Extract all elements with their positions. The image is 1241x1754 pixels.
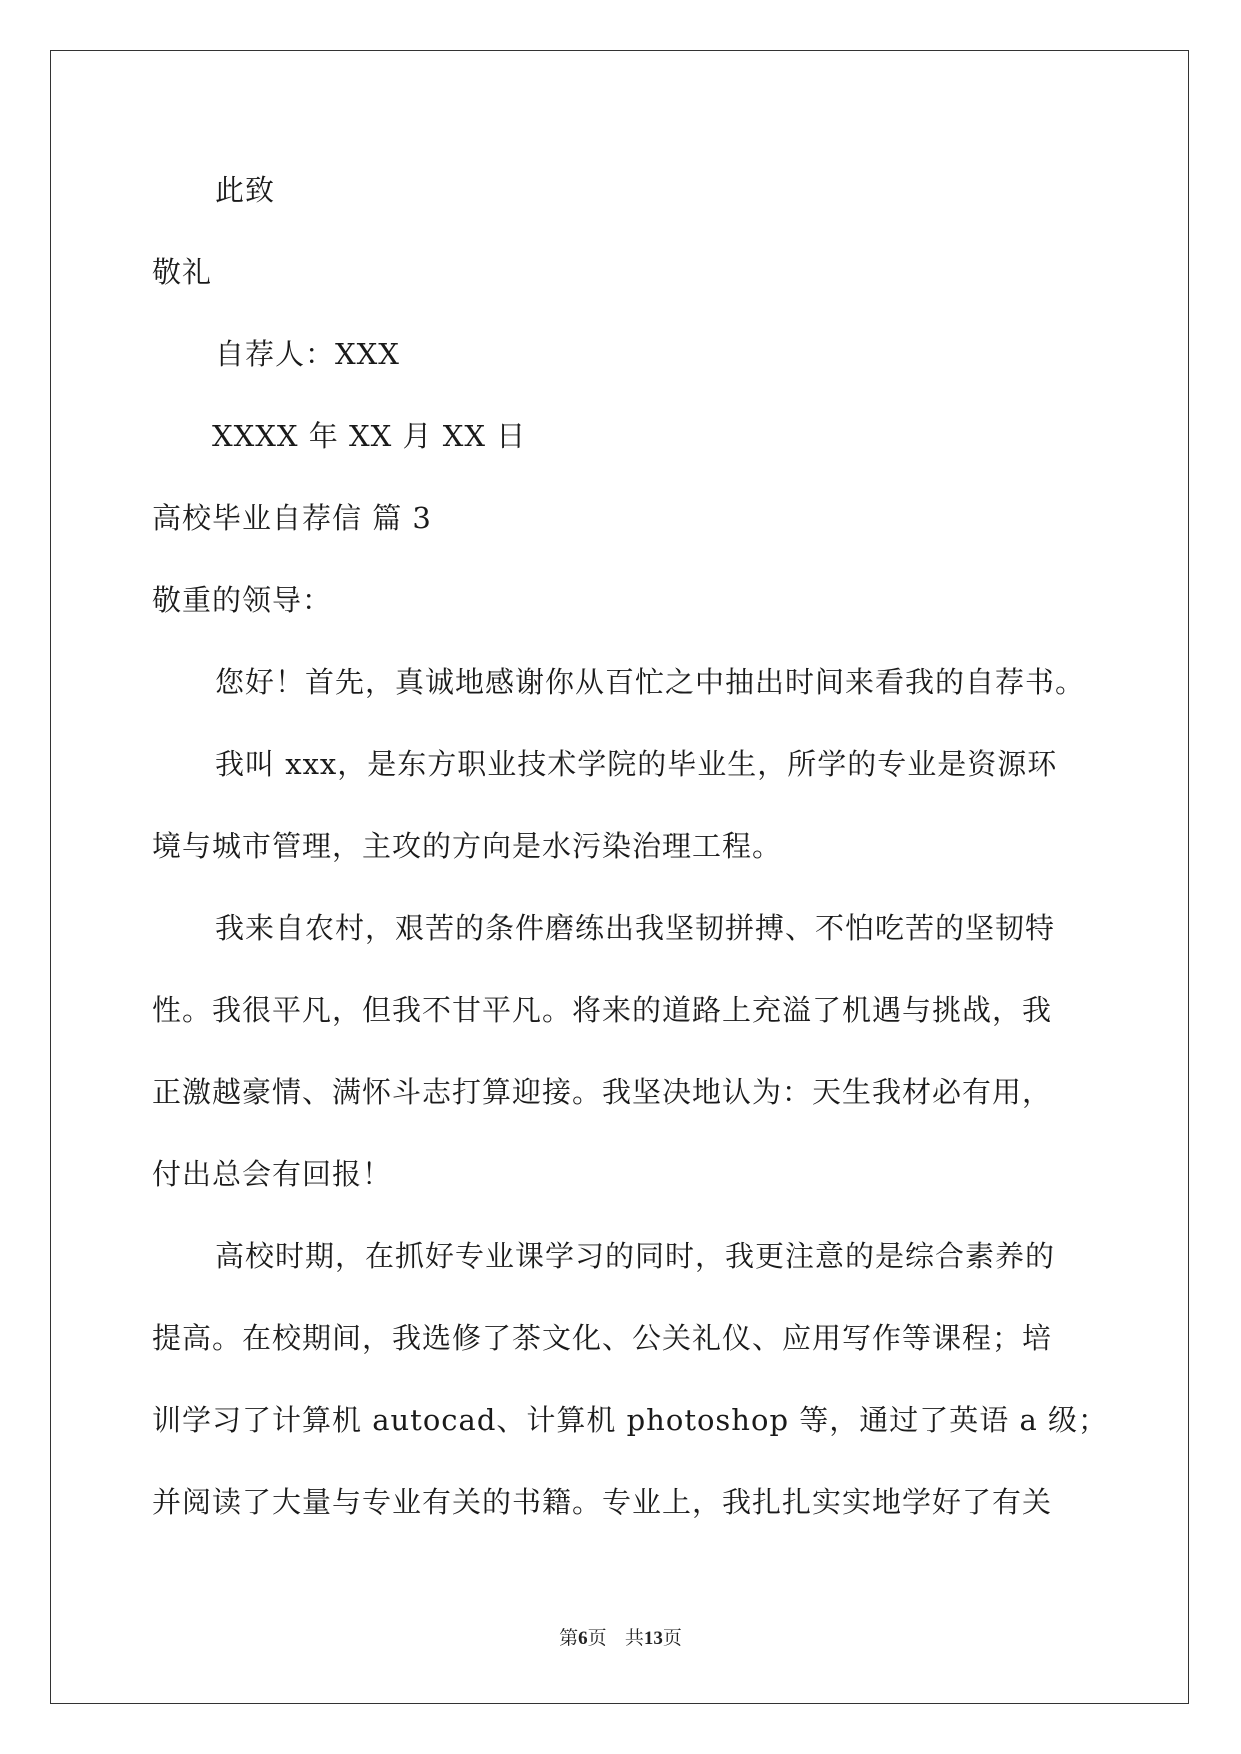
paragraph-line: 高校时期，在抓好专业课学习的同时，我更注意的是综合素养的 — [215, 1239, 1056, 1273]
greeting-line: 敬重的领导： — [152, 583, 333, 617]
paragraph-line: 我来自农村，艰苦的条件磨练出我坚韧拼搏、不怕吃苦的坚韧特 — [215, 911, 1056, 945]
paragraph-line: 境与城市管理，主攻的方向是水污染治理工程。 — [152, 829, 783, 863]
paragraph-line: 正激越豪情、满怀斗志打算迎接。我坚决地认为：天生我材必有用， — [152, 1075, 1053, 1109]
paragraph-line: 我叫 xxx，是东方职业技术学院的毕业生，所学的专业是资源环 — [215, 747, 1058, 781]
closing-salutation: 此致 — [215, 173, 276, 207]
current-page-number: 6 — [578, 1628, 588, 1649]
paragraph-line: 您好！首先，真诚地感谢你从百忙之中抽出时间来看我的自荐书。 — [215, 665, 1086, 699]
page-footer — [0, 1626, 1241, 1651]
date-line: XXXX 年 XX 月 XX 日 — [212, 419, 527, 453]
section-heading: 高校毕业自荐信 篇 3 — [152, 501, 432, 535]
footer-prefix: 第 — [559, 1627, 579, 1649]
footer-page-unit: 页 — [587, 1627, 607, 1649]
paragraph-line: 提高。在校期间，我选修了茶文化、公关礼仪、应用写作等课程；培 — [152, 1321, 1053, 1355]
footer-total-prefix: 共 — [624, 1627, 644, 1649]
paragraph-line: 付出总会有回报！ — [152, 1157, 393, 1191]
paragraph-line: 并阅读了大量与专业有关的书籍。专业上，我扎扎实实地学好了有关 — [152, 1485, 1053, 1519]
closing-regards: 敬礼 — [152, 255, 213, 289]
footer-total-unit: 页 — [662, 1627, 682, 1649]
paragraph-line: 训学习了计算机 autocad、计算机 photoshop 等，通过了英语 a 级； — [152, 1403, 1108, 1437]
page-border — [50, 50, 1189, 1704]
signer-line: 自荐人：XXX — [215, 337, 400, 371]
total-page-count: 13 — [643, 1628, 663, 1649]
paragraph-line: 性。我很平凡，但我不甘平凡。将来的道路上充溢了机遇与挑战，我 — [152, 993, 1053, 1027]
